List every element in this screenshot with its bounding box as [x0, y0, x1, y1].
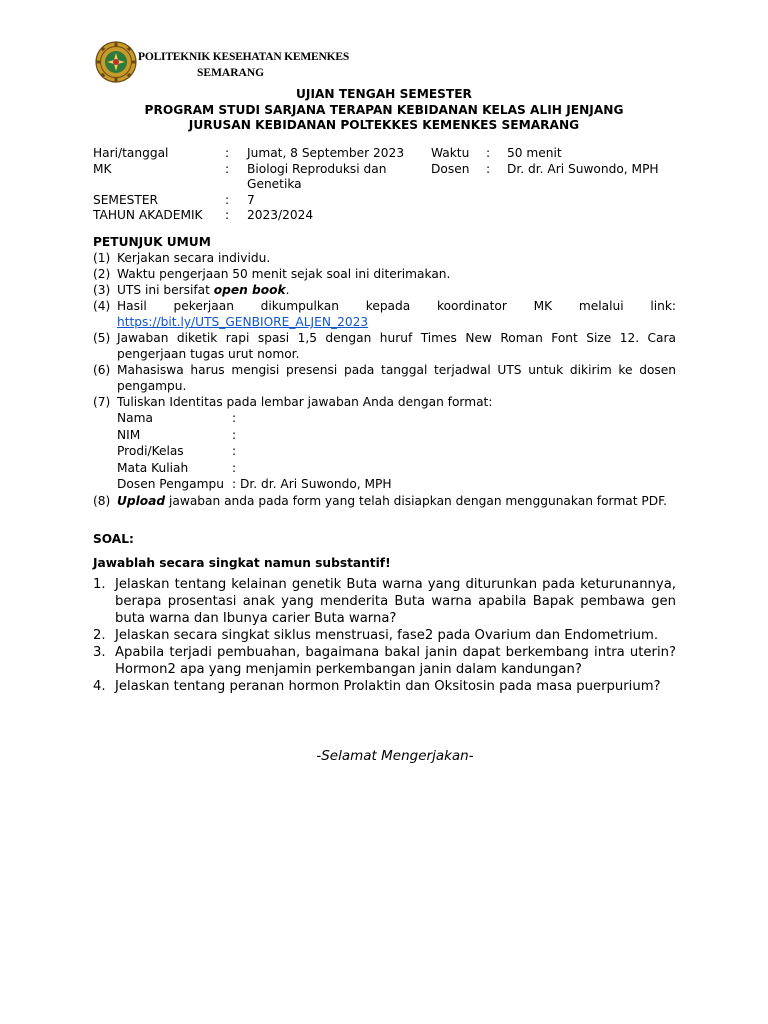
- instruction-number: (4): [93, 299, 111, 313]
- open-book-emphasis: open book: [213, 283, 286, 297]
- instruction-text: Tuliskan Identitas pada lembar jawaban Anda dengan format:: [117, 395, 493, 409]
- identity-key: NIM: [117, 427, 141, 442]
- info-colon: :: [486, 161, 491, 176]
- submission-link[interactable]: https://bit.ly/UTS_GENBIORE_ALJEN_2023: [117, 315, 369, 329]
- info-label: TAHUN AKADEMIK: [93, 208, 203, 222]
- questions-heading: SOAL:: [93, 532, 134, 546]
- department-title: JURUSAN KEBIDANAN POLTEKKES KEMENKES SEMARANG: [188, 118, 580, 132]
- identity-key: Prodi/Kelas: [117, 444, 184, 458]
- identity-value: :: [232, 460, 237, 475]
- program-title: PROGRAM STUDI SARJANA TERAPAN KEBIDANAN KELAS ALIH JENJANG: [144, 102, 624, 117]
- identity-value: :: [232, 411, 237, 425]
- info-value: 50 menit: [507, 146, 562, 160]
- question-list: [93, 576, 676, 695]
- info-colon: :: [225, 192, 230, 207]
- questions-instruction: Jawablah secara singkat namun substantif!: [93, 556, 391, 570]
- question-text: Jelaskan tentang kelainan genetik Buta warna yang diturunkan pada keturunannya, berapa prosentasi anak yang menderita Buta warna apabila Bapak pembawa gen buta warna dan Ibunya carier Buta warna?: [115, 577, 676, 626]
- institution-name: POLITEKNIK KESEHATAN KEMENKES: [138, 51, 350, 63]
- instruction-item: [93, 266, 676, 282]
- instruction-number: (8): [93, 493, 111, 508]
- identity-row: [93, 476, 676, 493]
- question-item: [93, 576, 676, 627]
- info-label: Dosen: [431, 161, 470, 176]
- identity-value: :: [232, 444, 237, 458]
- instruction-text: .: [285, 283, 290, 297]
- info-label: MK: [93, 161, 112, 176]
- instruction-text: Waktu pengerjaan 50 menit sejak soal ini diterimakan.: [117, 267, 451, 281]
- instruction-number: (2): [93, 267, 111, 281]
- identity-row: [93, 460, 676, 477]
- instruction-number: (3): [93, 283, 111, 297]
- info-label: Waktu: [431, 146, 470, 160]
- exam-titles: [0, 87, 768, 134]
- instruction-item: [93, 362, 676, 394]
- instruction-item: [93, 298, 676, 330]
- question-item: [93, 678, 676, 695]
- question-text: Jelaskan tentang peranan hormon Prolaktin dan Oksitosin pada masa puerpurium?: [115, 679, 661, 694]
- identity-row: [93, 410, 676, 427]
- instruction-text: UTS ini bersifat: [117, 283, 214, 297]
- info-colon: :: [225, 208, 230, 222]
- question-item: [93, 627, 676, 644]
- instruction-text: Mahasiswa harus mengisi presensi pada tanggal terjadwal UTS untuk dikirim ke dosen pengampu.: [117, 363, 676, 393]
- questions-section: [93, 531, 676, 695]
- info-label: Hari/tanggal: [93, 146, 169, 160]
- exam-title: UJIAN TENGAH SEMESTER: [296, 87, 472, 101]
- info-colon: :: [225, 161, 230, 176]
- instruction-text: Jawaban diketik rapi spasi 1,5 dengan huruf Times New Roman Font Size 12. Cara pengerjaan tugas urut nomor.: [117, 331, 676, 361]
- instruction-text: jawaban anda pada form yang telah disiapkan dengan menggunakan format PDF.: [165, 493, 668, 508]
- general-instructions: [93, 234, 676, 509]
- question-number: 1.: [93, 577, 106, 592]
- question-number: 3.: [93, 645, 106, 660]
- info-value: Genetika: [247, 177, 302, 191]
- instructions-heading: PETUNJUK UMUM: [93, 235, 211, 249]
- instruction-number: (1): [93, 251, 111, 265]
- info-value: Biologi Reproduksi dan: [247, 161, 387, 176]
- identity-value: : Dr. dr. Ari Suwondo, MPH: [232, 477, 392, 491]
- instruction-item: [93, 493, 676, 509]
- identity-key: Dosen Pengampu: [117, 477, 224, 491]
- info-value: 7: [247, 192, 255, 207]
- instruction-number: (6): [93, 363, 111, 377]
- closing-message: -Selamat Mengerjakan-: [316, 748, 474, 764]
- info-colon: :: [225, 146, 230, 160]
- question-number: 4.: [93, 679, 106, 694]
- identity-key: Mata Kuliah: [117, 460, 189, 475]
- instruction-item: [93, 330, 676, 362]
- info-label: SEMESTER: [93, 192, 159, 207]
- info-value: Dr. dr. Ari Suwondo, MPH: [507, 161, 659, 176]
- instruction-text: Kerjakan secara individu.: [117, 251, 271, 265]
- question-number: 2.: [93, 628, 106, 643]
- poltekkes-emblem-icon: [95, 41, 137, 83]
- identity-row: [93, 427, 676, 444]
- question-item: [93, 644, 676, 678]
- instruction-item: [93, 250, 676, 266]
- instruction-item: [93, 394, 676, 410]
- upload-emphasis: Upload: [117, 493, 166, 508]
- instruction-number: (7): [93, 395, 111, 409]
- instruction-item: [93, 282, 676, 298]
- question-text: Apabila terjadi pembuahan, bagaimana bakal janin dapat berkembang intra uterin? Hormon2 apa yang menjamin perkembangan janin dalam kandungan?: [115, 645, 676, 677]
- instruction-text: Hasil pekerjaan dikumpulkan kepada koordinator MK melalui link:: [117, 299, 676, 313]
- question-text: Jelaskan secara singkat siklus menstruasi, fase2 pada Ovarium dan Endometrium.: [115, 628, 659, 643]
- identity-value: :: [232, 427, 237, 442]
- info-colon: :: [486, 146, 491, 160]
- institution-city: SEMARANG: [197, 67, 265, 79]
- identity-key: Nama: [117, 411, 153, 425]
- info-value: Jumat, 8 September 2023: [247, 146, 405, 160]
- instruction-number: (5): [93, 331, 111, 345]
- info-value: 2023/2024: [247, 208, 314, 222]
- identity-row: [93, 443, 676, 460]
